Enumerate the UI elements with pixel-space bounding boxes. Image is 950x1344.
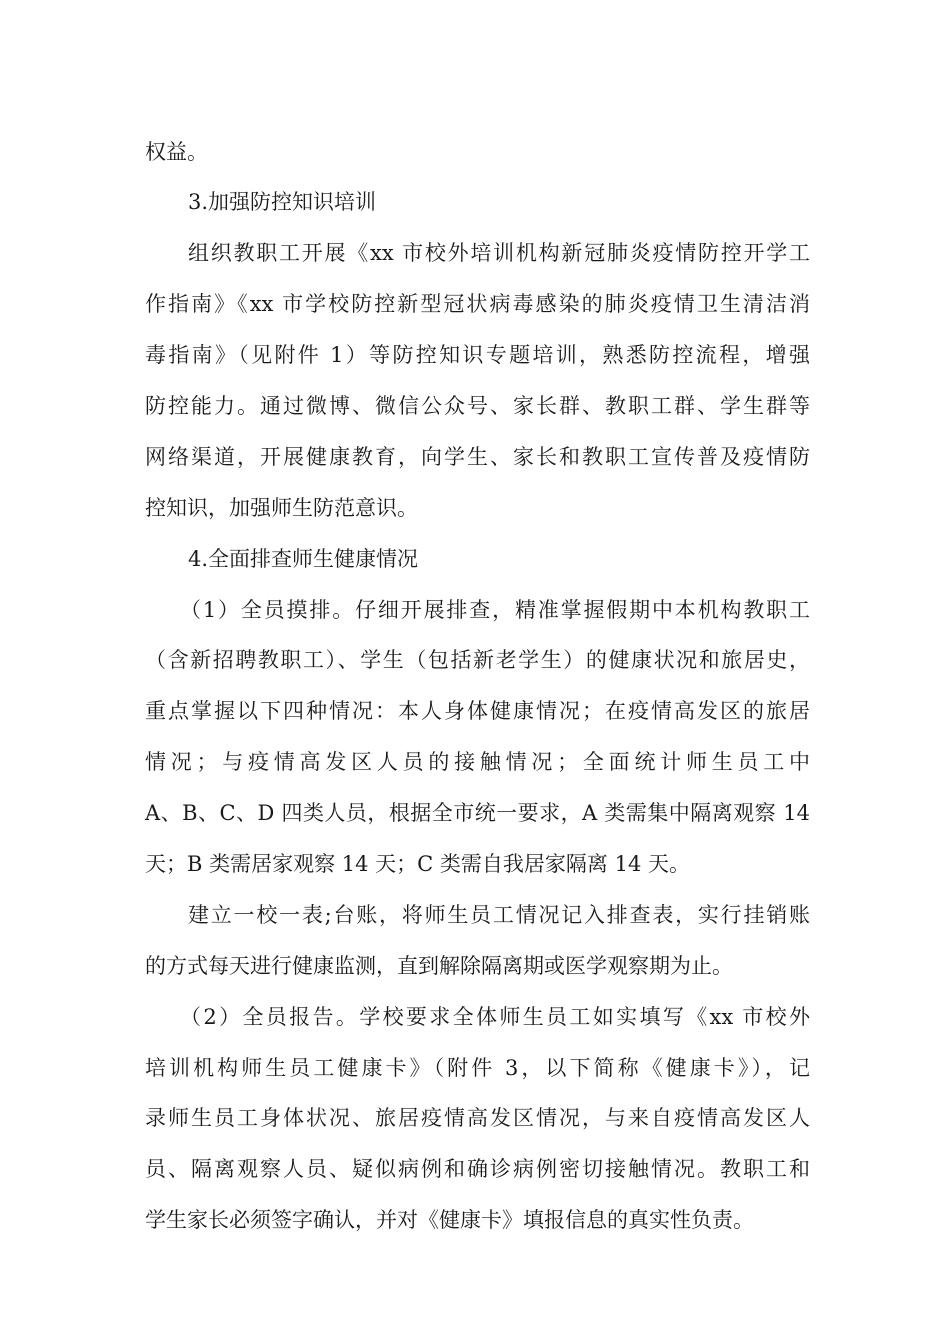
text-line: 作指南》《xx 市学校防控新型冠状病毒感染的肺炎疫情卫生清洁消 xyxy=(145,292,810,316)
text-line: （含新招聘教职工）、学生（包括新老学生）的健康状况和旅居史， xyxy=(145,648,810,672)
text-line: 毒指南》（见附件 1）等防控知识专题培训，熟悉防控流程，增强 xyxy=(145,343,810,367)
text-line: A、B、C、D 四类人员，根据全市统一要求，A 类需集中隔离观察 14 xyxy=(145,801,810,825)
text-line: （2）全员报告。学校要求全体师生员工如实填写《xx 市校外 xyxy=(180,1005,810,1029)
text-line: 员、隔离观察人员、疑似病例和确诊病例密切接触情况。教职工和 xyxy=(145,1157,810,1181)
text-line: 重点掌握以下四种情况：本人身体健康情况；在疫情高发区的旅居 xyxy=(145,699,810,723)
text-line: 的方式每天进行健康监测，直到解除隔离期或医学观察期为止。 xyxy=(145,954,733,978)
text-line: 防控能力。通过微博、微信公众号、家长群、教职工群、学生群等 xyxy=(145,394,810,418)
text-line: 网络渠道，开展健康教育，向学生、家长和教职工宣传普及疫情防 xyxy=(145,445,810,469)
text-line: 建立一校一表;台账，将师生员工情况记入排查表，实行挂销账 xyxy=(188,903,810,927)
text-line: 天；B 类需居家观察 14 天；C 类需自我居家隔离 14 天。 xyxy=(145,852,690,876)
section-heading: 4.全面排查师生健康情况 xyxy=(188,547,419,571)
text-line: 录师生员工身体状况、旅居疫情高发区情况，与来自疫情高发区人 xyxy=(145,1106,810,1130)
text-line: 培训机构师生员工健康卡》（附件 3，以下简称《健康卡》），记 xyxy=(145,1056,810,1080)
text-line: 控知识，加强师生防范意识。 xyxy=(145,496,418,520)
text-line: 学生家长必须签字确认，并对《健康卡》填报信息的真实性负责。 xyxy=(145,1208,754,1232)
text-line: 权益。 xyxy=(145,140,208,164)
section-heading: 3.加强防控知识培训 xyxy=(188,190,377,214)
text-line: （1）全员摸排。仔细开展排查，精准掌握假期中本机构教职工 xyxy=(180,598,810,622)
text-line: 情况；与疫情高发区人员的接触情况；全面统计师生员工中 xyxy=(145,750,810,774)
text-line: 组织教职工开展《xx 市校外培训机构新冠肺炎疫情防控开学工 xyxy=(188,241,810,265)
